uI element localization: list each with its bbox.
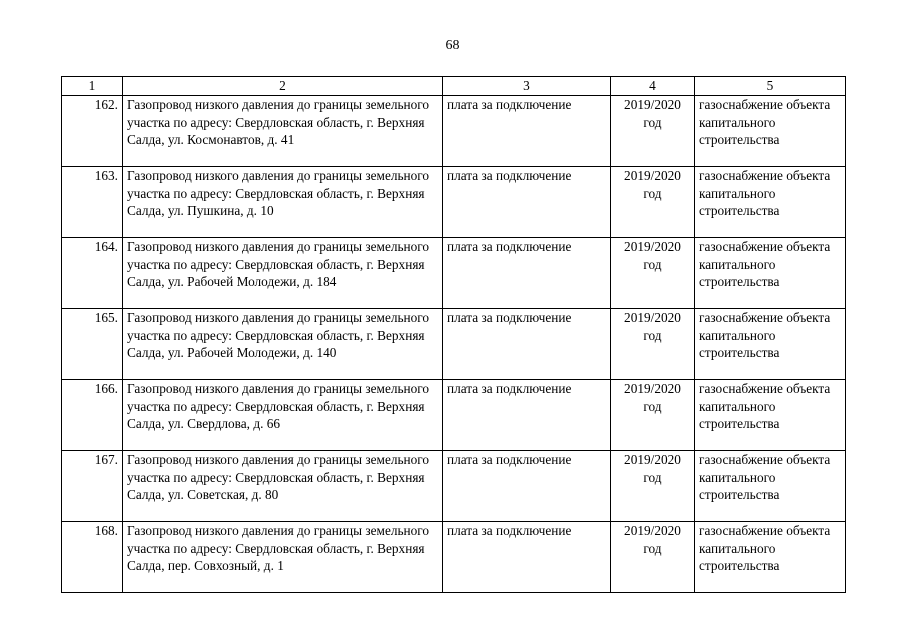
object-name: Газопровод низкого давления до границы земельного участка по адресу: Свердловская область, г. Верхняя Салда, ул. Рабочей Молодежи, д. 140 [123,309,443,380]
row-number: 162. [62,96,123,167]
implementation-year: 2019/2020 год [611,167,695,238]
implementation-year: 2019/2020 год [611,238,695,309]
object-purpose: газоснабжение объекта капитального строительства [695,522,846,593]
object-name: Газопровод низкого давления до границы земельного участка по адресу: Свердловская область, г. Верхняя Салда, пер. Совхозный, д. 1 [123,522,443,593]
financing-basis: плата за подключение [443,96,611,167]
financing-basis: плата за подключение [443,167,611,238]
table-row [62,96,846,167]
implementation-year: 2019/2020 год [611,380,695,451]
row-number: 164. [62,238,123,309]
page-number: 68 [445,38,460,53]
table-row [62,309,846,380]
table-header-row [62,77,846,96]
table-row [62,451,846,522]
implementation-year: 2019/2020 год [611,96,695,167]
implementation-year: 2019/2020 год [611,309,695,380]
financing-basis: плата за подключение [443,238,611,309]
column-header-1: 1 [62,77,123,96]
row-number: 163. [62,167,123,238]
implementation-year: 2019/2020 год [611,522,695,593]
financing-basis: плата за подключение [443,309,611,380]
table-row [62,522,846,593]
object-purpose: газоснабжение объекта капитального строительства [695,309,846,380]
column-header-3: 3 [443,77,611,96]
object-purpose: газоснабжение объекта капитального строительства [695,167,846,238]
column-header-5: 5 [695,77,846,96]
column-header-2: 2 [123,77,443,96]
table-row [62,167,846,238]
column-header-4: 4 [611,77,695,96]
object-purpose: газоснабжение объекта капитального строительства [695,96,846,167]
object-name: Газопровод низкого давления до границы земельного участка по адресу: Свердловская область, г. Верхняя Салда, ул. Пушкина, д. 10 [123,167,443,238]
object-purpose: газоснабжение объекта капитального строительства [695,380,846,451]
implementation-year: 2019/2020 год [611,451,695,522]
object-name: Газопровод низкого давления до границы земельного участка по адресу: Свердловская область, г. Верхняя Салда, ул. Советская, д. 80 [123,451,443,522]
object-name: Газопровод низкого давления до границы земельного участка по адресу: Свердловская область, г. Верхняя Салда, ул. Космонавтов, д. 41 [123,96,443,167]
object-purpose: газоснабжение объекта капитального строительства [695,451,846,522]
row-number: 167. [62,451,123,522]
row-number: 168. [62,522,123,593]
financing-basis: плата за подключение [443,380,611,451]
table-row [62,238,846,309]
object-purpose: газоснабжение объекта капитального строительства [695,238,846,309]
financing-basis: плата за подключение [443,451,611,522]
row-number: 165. [62,309,123,380]
investment-table [61,76,846,593]
financing-basis: плата за подключение [443,522,611,593]
object-name: Газопровод низкого давления до границы земельного участка по адресу: Свердловская область, г. Верхняя Салда, ул. Рабочей Молодежи, д. 184 [123,238,443,309]
object-name: Газопровод низкого давления до границы земельного участка по адресу: Свердловская область, г. Верхняя Салда, ул. Свердлова, д. 66 [123,380,443,451]
row-number: 166. [62,380,123,451]
table-row [62,380,846,451]
